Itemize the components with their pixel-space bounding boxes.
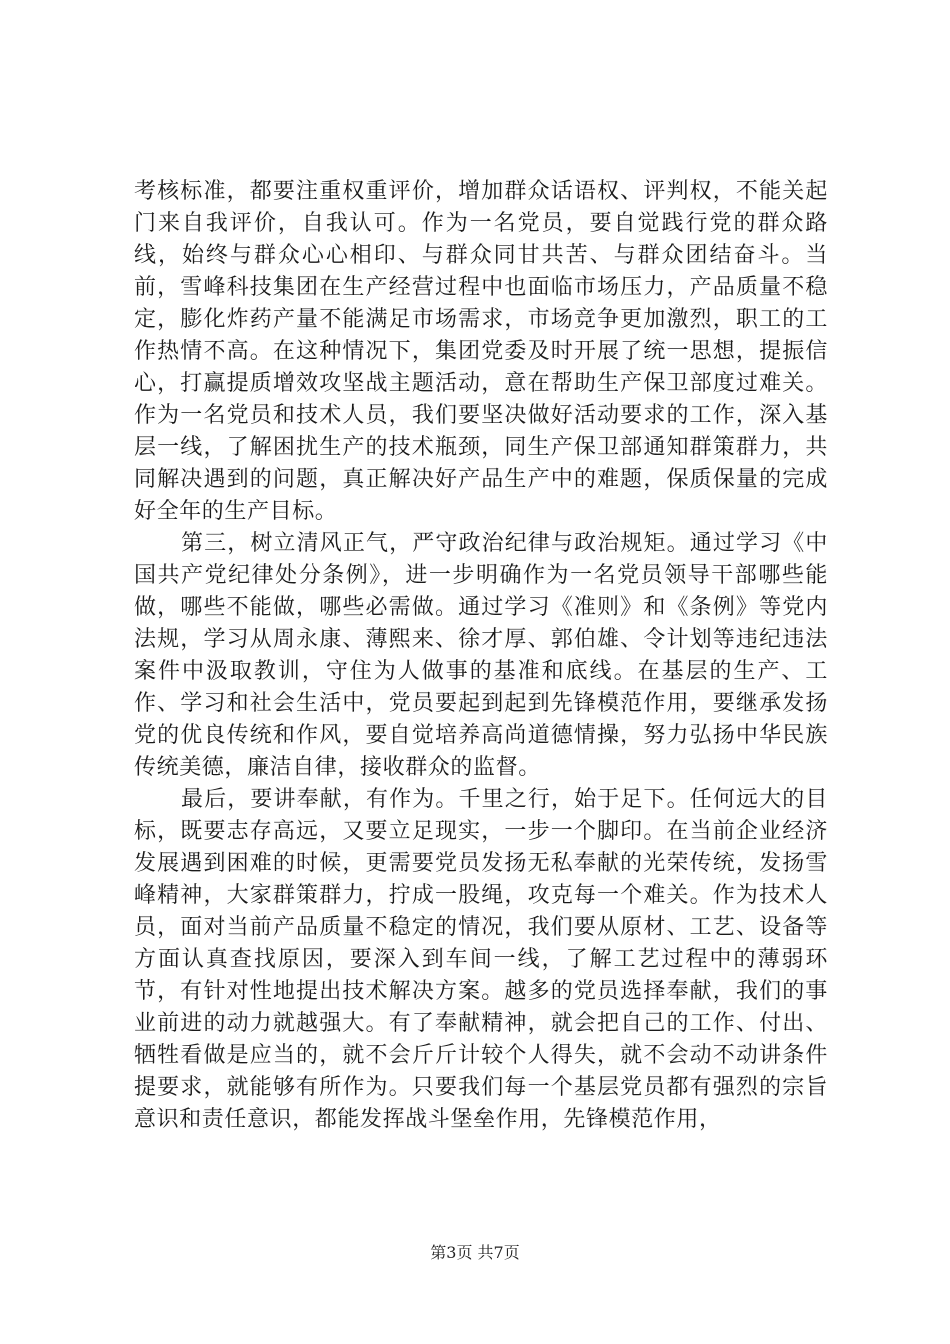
paragraph-continuation: 考核标准，都要注重权重评价，增加群众话语权、评判权，不能关起门来自我评价，自我认可。作为一名党员，要自觉践行党的群众路线，始终与群众心心相印、与群众同甘共苦、与群众团结奋斗。当前，雪峰科技集团在生产经营过程中也面临市场压力，产品质量不稳定，膨化炸药产量不能满足市场需求，市场竞争更加激烈，职工的工作热情不高。在这种情况下，集团党委及时开展了统一思想，提振信心，打赢提质增效攻坚战主题活动，意在帮助生产保卫部度过难关。作为一名党员和技术人员，我们要坚决做好活动要求的工作，深入基层一线，了解困扰生产的技术瓶颈，同生产保卫部通知群策群力，共同解决遇到的问题，真正解决好产品生产中的难题，保质保量的完成好全年的生产目标。: [134, 179, 828, 524]
paragraph-third-point: 第三，树立清风正气，严守政治纪律与政治规矩。通过学习《中国共产党纪律处分条例》，进一步明确作为一名党员领导干部哪些能做，哪些不能做，哪些必需做。通过学习《准则》和《条例》等党内法规，学习从周永康、薄熙来、徐才厚、郭伯雄、令计划等违纪违法案件中汲取教训，守住为人做事的基准和底线。在基层的生产、工作、学习和社会生活中，党员要起到起到先锋模范作用，要继承发扬党的优良传统和作风，要自觉培养高尚道德情操，努力弘扬中华民族传统美德，廉洁自律，接收群众的监督。: [134, 531, 828, 780]
paragraph-final-point: 最后，要讲奉献，有作为。千里之行，始于足下。任何远大的目标，既要志存高远，又要立足现实，一步一个脚印。在当前企业经济发展遇到困难的时候，更需要党员发扬无私奉献的光荣传统，发扬雪峰精神，大家群策群力，拧成一股绳，攻克每一个难关。作为技术人员，面对当前产品质量不稳定的情况，我们要从原材、工艺、设备等方面认真查找原因，要深入到车间一线，了解工艺过程中的薄弱环节，有针对性地提出技术解决方案。越多的党员选择奉献，我们的事业前进的动力就越强大。有了奉献精神，就会把自己的工作、付出、牺牲看做是应当的，就不会斤斤计较个人得失，就不会动不动讲条件提要求，就能够有所作为。只要我们每一个基层党员都有强烈的宗旨意识和责任意识，都能发挥战斗堡垒作用，先锋模范作用，: [134, 787, 828, 1132]
document-body: [134, 176, 828, 1136]
page-footer: 第3页 共7页: [430, 1243, 520, 1262]
